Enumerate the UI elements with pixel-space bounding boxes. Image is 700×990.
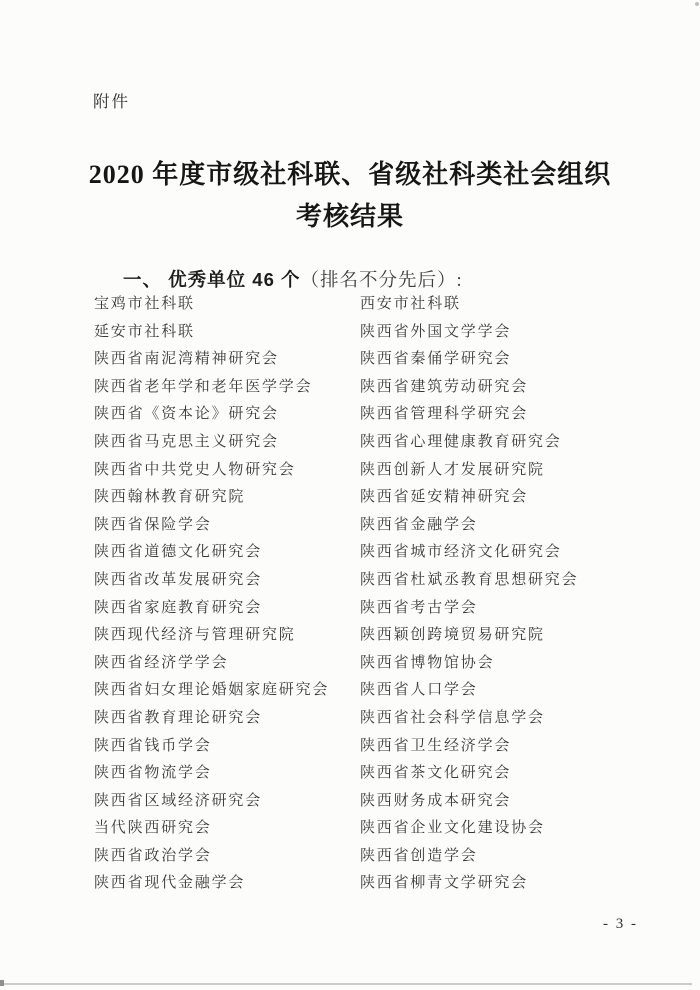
page-number: - 3 -	[603, 916, 638, 932]
org-list-item: 陕西省卫生经济学会	[360, 737, 512, 754]
org-list-item: 陕西省企业文化建设协会	[360, 820, 545, 837]
org-list-item: 陕西翰林教育研究院	[94, 489, 246, 506]
scan-edge-tick-artifact	[0, 980, 4, 986]
org-list-item: 陕西省城市经济文化研究会	[360, 544, 562, 561]
org-list-item: 陕西省延安精神研究会	[360, 489, 529, 506]
section-heading-main: 一、 优秀单位 46 个	[123, 269, 301, 290]
org-list-item: 陕西省《资本论》研究会	[94, 406, 279, 423]
scan-dust-speck	[695, 2, 699, 6]
org-list-item: 宝鸡市社科联	[94, 296, 195, 312]
org-list-item: 陕西省柳青文学研究会	[360, 875, 529, 892]
org-list-item: 陕西财务成本研究会	[360, 792, 512, 809]
org-list-item: 陕西省外国文学学会	[360, 323, 512, 340]
org-list-item: 陕西省改革发展研究会	[94, 571, 263, 588]
org-list-item: 陕西省教育理论研究会	[94, 709, 263, 726]
document-title-line1: 2020 年度市级社科联、省级社科类社会组织	[88, 160, 612, 189]
org-list-item: 陕西省博物馆协会	[360, 654, 495, 671]
org-list-item: 陕西省物流学会	[94, 765, 212, 782]
org-list-item: 陕西省保险学会	[94, 516, 212, 533]
org-list-item: 陕西省秦俑学研究会	[360, 351, 512, 368]
document-title	[0, 154, 700, 238]
org-list-item: 延安市社科联	[94, 323, 195, 340]
org-column-left	[94, 291, 354, 898]
org-list-item: 陕西省管理科学研究会	[360, 406, 529, 423]
org-list-item: 陕西省钱币学会	[94, 737, 212, 754]
org-list-item: 陕西省道德文化研究会	[94, 544, 263, 561]
scan-edge-artifact	[0, 983, 692, 985]
org-list-item: 陕西省政治学会	[94, 847, 212, 864]
org-column-right	[360, 291, 650, 898]
org-list-item: 陕西省妇女理论婚姻家庭研究会	[94, 682, 330, 699]
org-list-item: 陕西省老年学和老年医学学会	[94, 378, 313, 395]
org-list-item: 陕西颖创跨境贸易研究院	[360, 627, 545, 644]
section-heading-note: （排名不分先后）:	[300, 271, 463, 291]
org-list-item: 西安市社科联	[360, 296, 461, 312]
org-list-item: 陕西省金融学会	[360, 516, 478, 533]
org-list-item: 陕西创新人才发展研究院	[360, 461, 545, 478]
section-heading	[123, 266, 463, 292]
org-list-item: 陕西省经济学学会	[94, 654, 229, 671]
org-list-item: 陕西省现代金融学会	[94, 875, 246, 892]
org-list-item: 陕西省南泥湾精神研究会	[94, 351, 279, 368]
org-list-item: 陕西省社会科学信息学会	[360, 709, 545, 726]
org-list-item: 当代陕西研究会	[94, 820, 212, 837]
org-list-item: 陕西省区域经济研究会	[94, 792, 263, 809]
org-list-item: 陕西省创造学会	[360, 847, 478, 864]
org-list-item: 陕西省心理健康教育研究会	[360, 433, 562, 450]
org-list-item: 陕西省马克思主义研究会	[94, 433, 279, 450]
org-list-item: 陕西省家庭教育研究会	[94, 599, 263, 616]
org-list-item: 陕西省考古学会	[360, 599, 478, 616]
org-list-item: 陕西现代经济与管理研究院	[94, 627, 296, 644]
org-list-item: 陕西省中共党史人物研究会	[94, 461, 296, 478]
org-list-item: 陕西省茶文化研究会	[360, 765, 512, 782]
document-title-line2: 考核结果	[295, 202, 404, 231]
org-list-item: 陕西省杜斌丞教育思想研究会	[360, 571, 579, 588]
org-list-item: 陕西省建筑劳动研究会	[360, 378, 529, 395]
attachment-label: 附件	[93, 93, 130, 111]
org-list-item: 陕西省人口学会	[360, 682, 478, 699]
